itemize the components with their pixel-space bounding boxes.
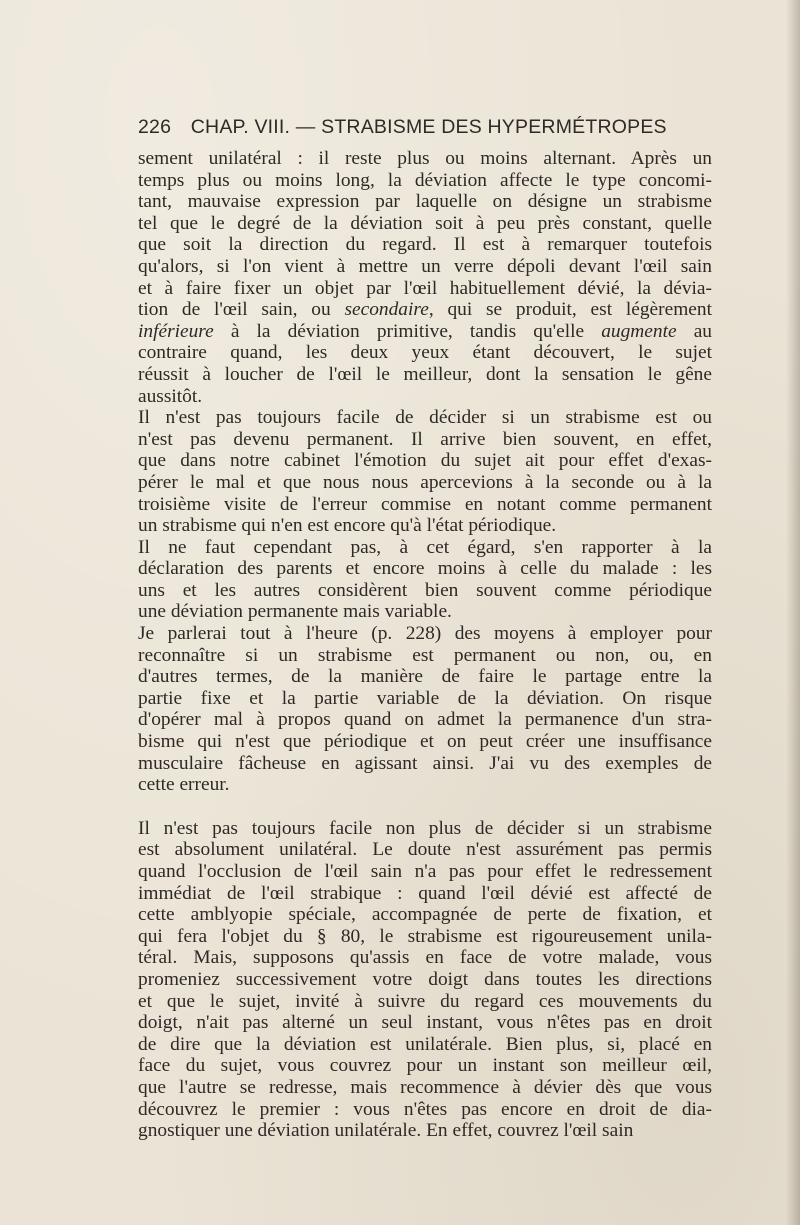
text-line: Il ne faut cependant pas, à cet égard, s'en rapporter à la: [138, 536, 712, 558]
text-line: que l'autre se redresse, mais recommence à dévier dès que vous: [138, 1076, 712, 1098]
text-line: qui fera l'objet du § 80, le strabisme est rigoureusement unila-: [138, 925, 712, 947]
chapter-label: CHAP. VIII.: [190, 116, 291, 138]
text-line: contraire quand, les deux yeux étant découvert, le sujet: [138, 342, 712, 364]
text-line: face du sujet, vous couvrez pour un instant son meilleur œil,: [138, 1055, 712, 1077]
text-line: Il n'est pas toujours facile non plus de décider si un strabisme: [138, 817, 712, 839]
text-line: uns et les autres considèrent bien souvent comme périodique: [138, 579, 712, 601]
text-line: gnostiquer une déviation unilatérale. En effet, couvrez l'œil sain: [138, 1120, 634, 1142]
text-line: partie fixe et la partie variable de la déviation. On risque: [138, 687, 712, 709]
text-line: réussit à loucher de l'œil le meilleur, dont la sensation le gêne: [138, 363, 712, 385]
paragraph: [138, 818, 712, 1142]
text-line: bisme qui n'est que périodique et on peut créer une insuffisance: [138, 731, 712, 753]
header-dash: —: [295, 116, 316, 138]
paragraph: [138, 623, 712, 796]
text-line: reconnaître si un strabisme est permanent ou non, ou, en: [138, 644, 712, 666]
text-line: et que le sujet, invité à suivre du regard ces mouvements du: [138, 990, 712, 1012]
text-line: est absolument unilatéral. Le doute n'est assurément pas permis: [138, 839, 712, 861]
text-line: tant, mauvaise expression par laquelle on désigne un strabisme: [138, 191, 712, 213]
text-line: cette erreur.: [138, 774, 230, 796]
text-line: Je parlerai tout à l'heure (p. 228) des moyens à employer pour: [138, 623, 712, 645]
text-line: troisième visite de l'erreur commise en notant comme permanent: [138, 493, 712, 515]
text-line: qu'alors, si l'on vient à mettre un verre dépoli devant l'œil sain: [138, 255, 712, 277]
text-line: aussitôt.: [138, 385, 203, 407]
text-line: que dans notre cabinet l'émotion du sujet ait pour effet d'exas-: [138, 450, 712, 472]
text-line: temps plus ou moins long, la déviation affecte le type concomi-: [138, 169, 712, 191]
text-line: d'autres termes, de la manière de faire le partage entre la: [138, 666, 712, 688]
chapter-title: STRABISME DES HYPERMÉTROPES: [321, 116, 667, 138]
paragraph-gap: [138, 796, 712, 818]
text-line: découvrez le premier : vous n'êtes pas encore en droit de dia-: [138, 1098, 712, 1120]
text-line: de dire que la déviation est unilatérale. Bien plus, si, placé en: [138, 1033, 712, 1055]
text-line: et à faire fixer un objet par l'œil habituellement dévié, la dévia-: [138, 277, 712, 299]
text-line: n'est pas devenu permanent. Il arrive bien souvent, en effet,: [138, 428, 712, 450]
paragraph: [138, 407, 712, 537]
text-line: une déviation permanente mais variable.: [138, 601, 452, 623]
paragraph: [138, 148, 712, 407]
text-line: doigt, n'ait pas alterné un seul instant, vous n'êtes pas en droit: [138, 1012, 712, 1034]
italic-term: secondaire: [344, 299, 429, 321]
text-line: d'opérer mal à propos quand on admet la permanence d'un stra-: [138, 709, 712, 731]
text-line: promeniez successivement votre doigt dans toutes les directions: [138, 968, 712, 990]
text-line: sement unilatéral : il reste plus ou moins alternant. Après un: [138, 148, 712, 169]
text-line: tel que le degré de la déviation soit à peu près constant, quelle: [138, 212, 712, 234]
body-text: [138, 148, 712, 1142]
text-line: que soit la direction du regard. Il est à remarquer toutefois: [138, 234, 712, 256]
text-line: quand l'occlusion de l'œil sain n'a pas pour effet le redressement: [138, 861, 712, 882]
text-line: tion de l'œil sain, ou secondaire, qui se produit, est légèrement: [138, 299, 712, 321]
page-number: 226: [138, 116, 172, 138]
italic-term: inférieure: [138, 320, 214, 342]
running-header: [138, 116, 712, 139]
text-line: déclaration des parents et encore moins à celle du malade : les: [138, 558, 712, 580]
text-line: pérer le mal et que nous nous apercevions à la seconde ou à la: [138, 471, 712, 493]
text-line: immédiat de l'œil strabique : quand l'œil dévié est affecté de: [138, 882, 712, 904]
text-line: inférieure à la déviation primitive, tandis qu'elle augmente au: [138, 320, 712, 342]
paragraph: [138, 537, 712, 623]
text-line: cette amblyopie spéciale, accompagnée de perte de fixation, et: [138, 904, 712, 926]
text-line: téral. Mais, supposons qu'assis en face de votre malade, vous: [138, 947, 712, 969]
text-line: un strabisme qui n'en est encore qu'à l'état périodique.: [138, 515, 557, 537]
text-line: musculaire fâcheuse en agissant ainsi. J'ai vu des exemples de: [138, 752, 712, 774]
italic-term: augmente: [601, 320, 677, 342]
text-line: Il n'est pas toujours facile de décider si un strabisme est ou: [138, 407, 712, 429]
page-edge-shadow: [786, 0, 800, 1225]
